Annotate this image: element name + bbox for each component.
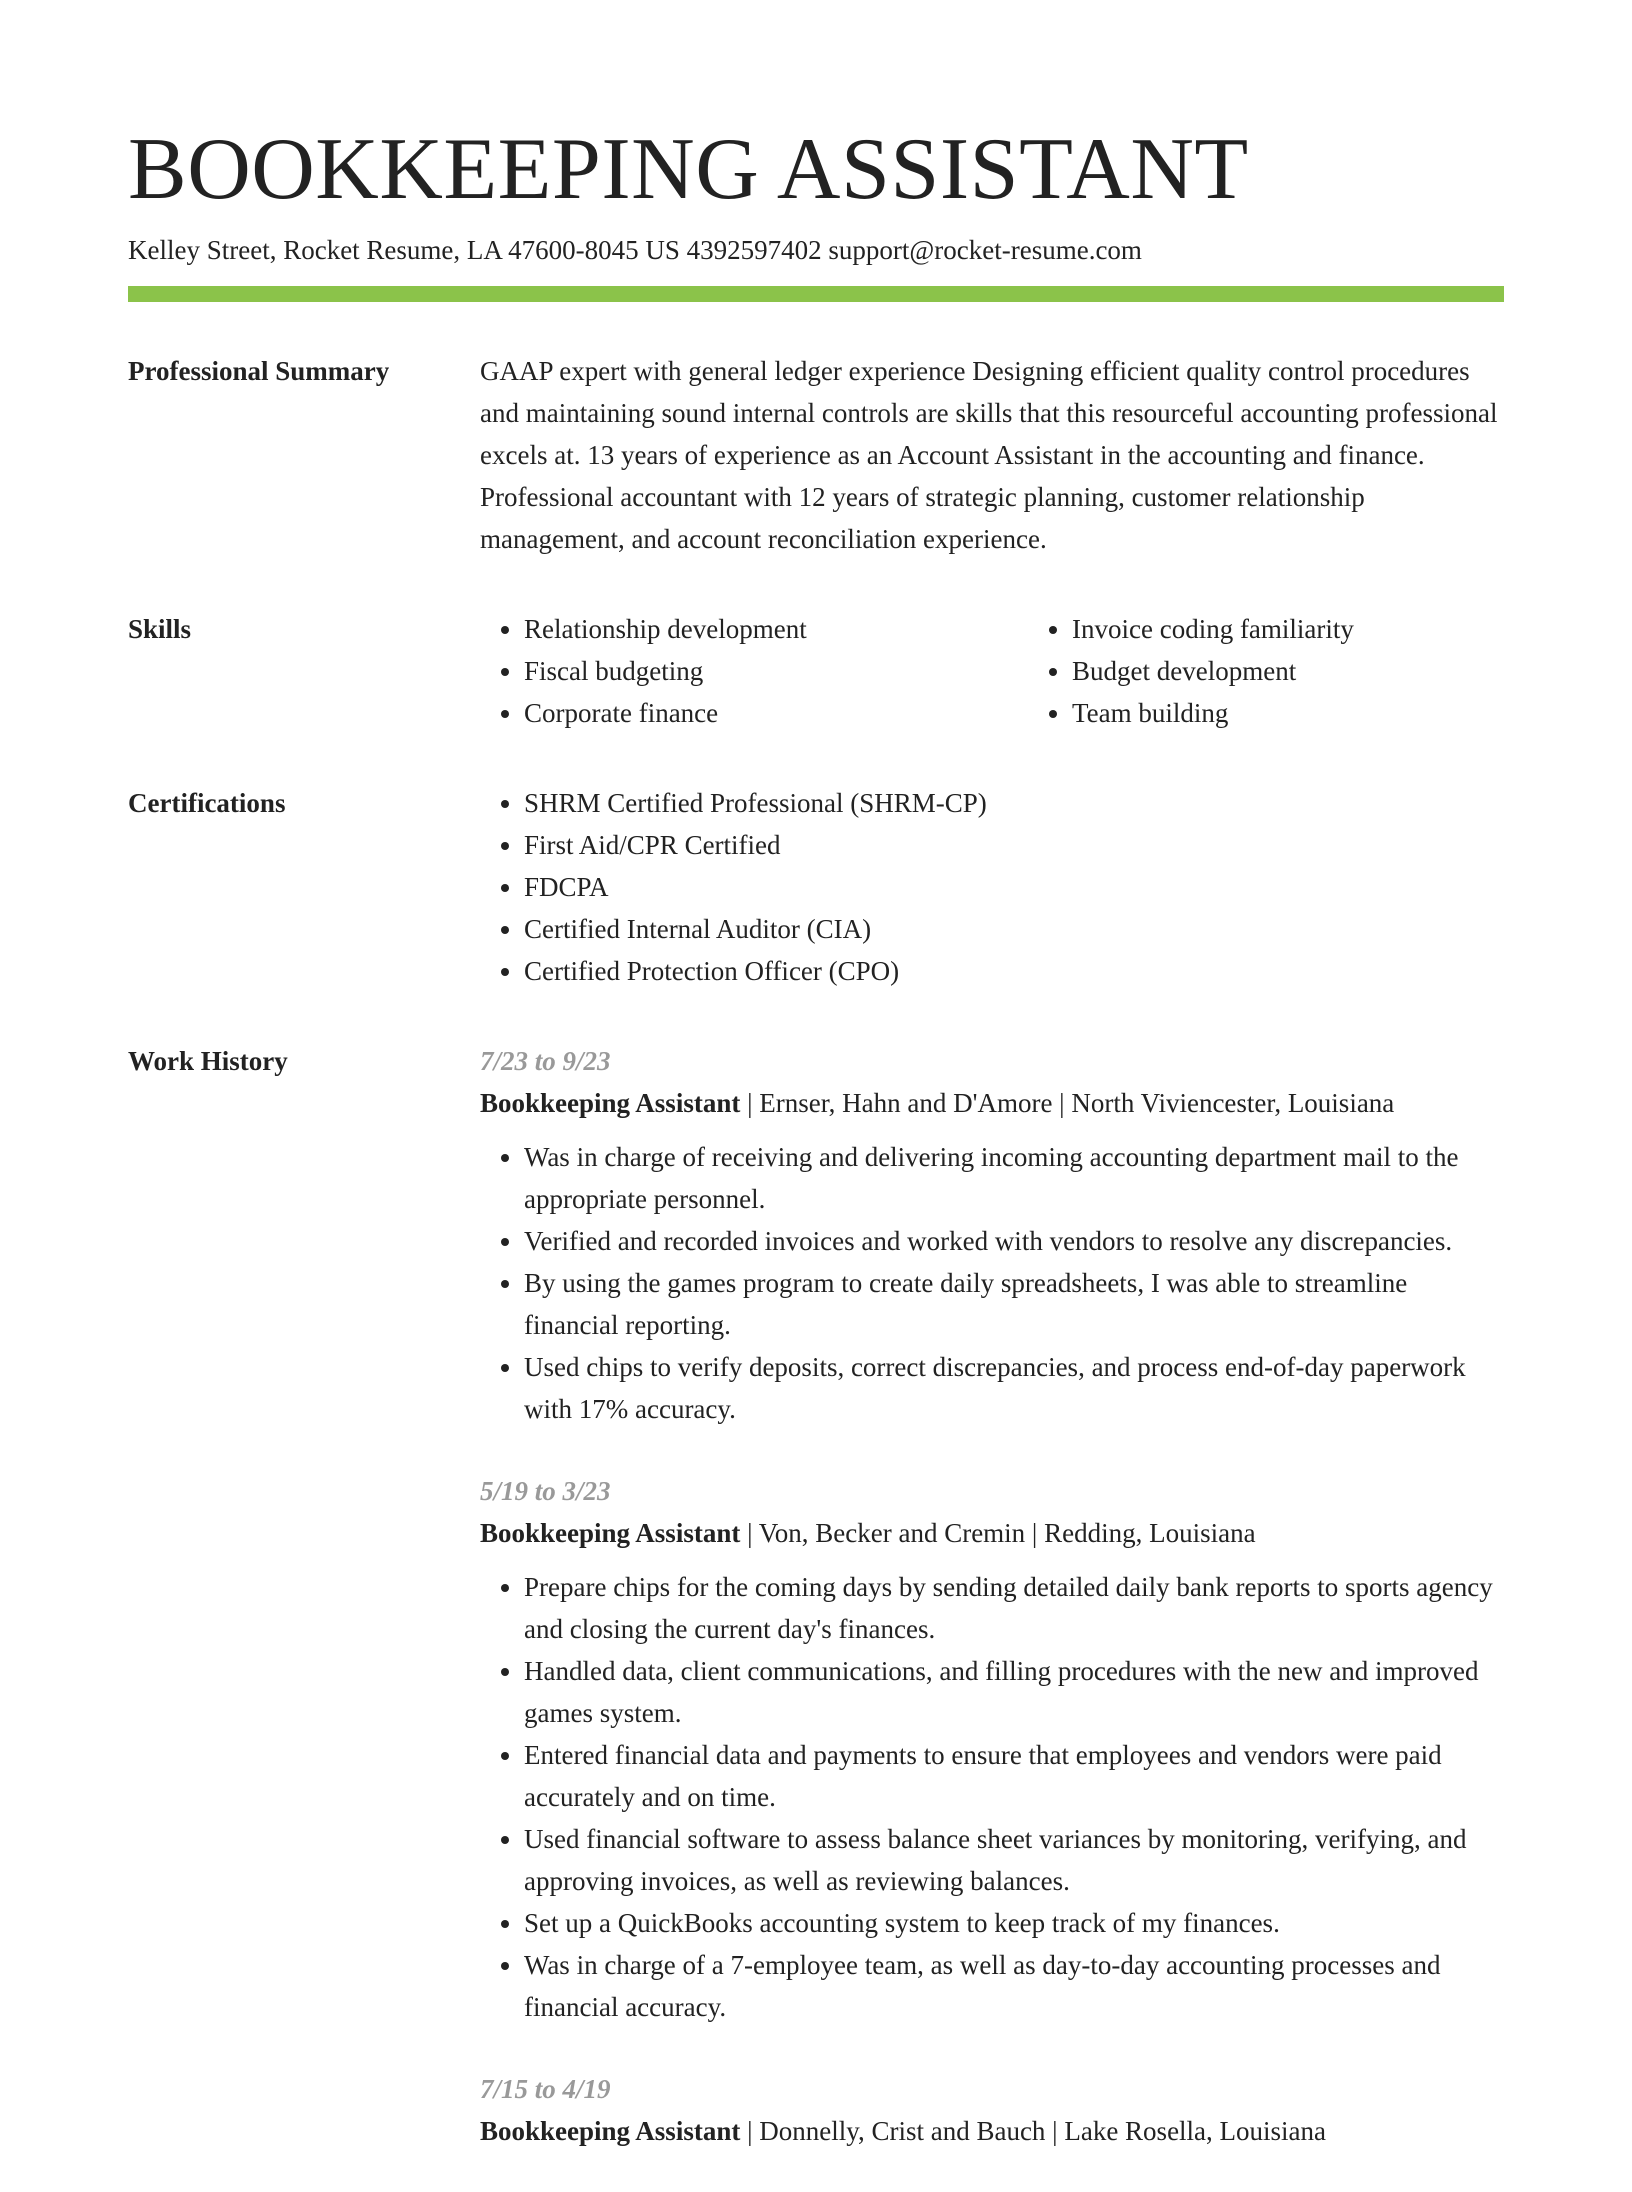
job-dates: 7/23 to 9/23 — [480, 1046, 611, 1076]
job-dates: 7/15 to 4/19 — [480, 2074, 611, 2104]
job-title: Bookkeeping Assistant — [480, 2116, 741, 2146]
skill-item: • Relationship development — [524, 608, 1028, 650]
resume-name: BOOKKEEPING ASSISTANT — [128, 121, 1249, 218]
job-heading — [480, 2110, 1504, 2152]
summary-section — [128, 350, 1504, 560]
contact-line: Kelley Street, Rocket Resume, LA 47600-8045 US 4392597402 support@rocket-resume.com — [128, 235, 1142, 265]
skill-item: • Team building — [1072, 692, 1576, 734]
skills-column-1 — [480, 608, 1028, 734]
skill-item: • Invoice coding familiarity — [1072, 608, 1576, 650]
job-bullet: • Verified and recorded invoices and worked with vendors to resolve any discrepancies. — [524, 1220, 1504, 1262]
job-heading — [480, 1512, 1504, 1554]
summary-text: GAAP expert with general ledger experience Designing efficient quality control procedures and maintaining sound internal controls are skills that this resourceful accounting professional excels at. 13 years of experience as an Account Assistant in the accounting and finance. Professional accountant with 12 years of strategic planning, customer relationship management, and account reconciliation experience. — [480, 356, 1498, 554]
resume-page — [128, 118, 1504, 2192]
job-bullet: • Used financial software to assess balance sheet variances by monitoring, verifying, and approving invoices, as well as reviewing balances. — [524, 1818, 1504, 1902]
job-bullet: • By using the games program to create daily spreadsheets, I was able to streamline financial reporting. — [524, 1262, 1504, 1346]
skills-column-2 — [1028, 608, 1576, 734]
job-title: Bookkeeping Assistant — [480, 1518, 741, 1548]
job-title: Bookkeeping Assistant — [480, 1088, 741, 1118]
certifications-list — [480, 782, 1504, 992]
job-bullet: • Entered financial data and payments to ensure that employees and vendors were paid accurately and on time. — [524, 1734, 1504, 1818]
skill-item: • Corporate finance — [524, 692, 1028, 734]
certification-item: • FDCPA — [524, 866, 1504, 908]
job-bullet: • Used chips to verify deposits, correct discrepancies, and process end-of-day paperwork with 17% accuracy. — [524, 1346, 1504, 1430]
certification-item: • SHRM Certified Professional (SHRM-CP) — [524, 782, 1504, 824]
certification-item: • First Aid/CPR Certified — [524, 824, 1504, 866]
job-heading — [480, 1082, 1504, 1124]
job-bullet: • Was in charge of a 7-employee team, as well as day-to-day accounting processes and financial accuracy. — [524, 1944, 1504, 2028]
job-company-location: | Donnelly, Crist and Bauch | Lake Rosella, Louisiana — [740, 2116, 1327, 2146]
skills-section — [128, 608, 1504, 734]
job-entry — [480, 2068, 1504, 2152]
job-dates: 5/19 to 3/23 — [480, 1476, 611, 1506]
accent-divider — [128, 286, 1504, 302]
job-bullet: • Was in charge of receiving and delivering incoming accounting department mail to the appropriate personnel. — [524, 1136, 1504, 1220]
job-entry — [480, 1470, 1504, 2028]
certification-item: • Certified Protection Officer (CPO) — [524, 950, 1504, 992]
job-bullet: • Set up a QuickBooks accounting system to keep track of my finances. — [524, 1902, 1504, 1944]
section-label-certifications: Certifications — [128, 788, 286, 818]
job-company-location: | Ernser, Hahn and D'Amore | North Viviencester, Louisiana — [740, 1088, 1395, 1118]
section-label-skills: Skills — [128, 614, 192, 644]
section-label-summary: Professional Summary — [128, 356, 390, 386]
job-entry — [480, 1040, 1504, 1430]
work-history-section — [128, 1040, 1504, 2192]
job-bullet: • Prepare chips for the coming days by sending detailed daily bank reports to sports agency and closing the current day's finances. — [524, 1566, 1504, 1650]
certification-item: • Certified Internal Auditor (CIA) — [524, 908, 1504, 950]
skill-item: • Fiscal budgeting — [524, 650, 1028, 692]
skill-item: • Budget development — [1072, 650, 1576, 692]
job-bullets — [480, 1136, 1504, 1430]
section-label-work-history: Work History — [128, 1046, 288, 1076]
job-bullets — [480, 1566, 1504, 2028]
certifications-section — [128, 782, 1504, 992]
job-bullet: • Handled data, client communications, and filling procedures with the new and improved games system. — [524, 1650, 1504, 1734]
job-company-location: | Von, Becker and Cremin | Redding, Louisiana — [740, 1518, 1256, 1548]
